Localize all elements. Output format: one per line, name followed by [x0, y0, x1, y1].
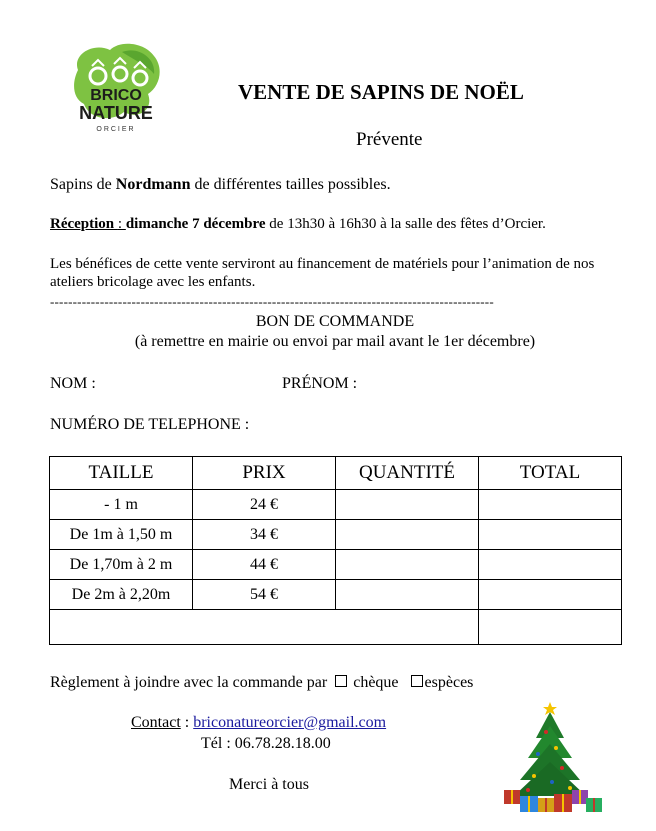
- contact-line: [131, 714, 386, 732]
- table-total-row: [50, 610, 622, 645]
- page-title: VENTE DE SAPINS DE NOËL: [238, 80, 524, 104]
- table-row: [50, 580, 622, 610]
- contact-phone: Tél : 06.78.28.18.00: [201, 735, 331, 752]
- cell-total[interactable]: [479, 550, 622, 580]
- reception-after: de 13h30 à 16h30 à la salle des fêtes d’Orcier.: [265, 216, 546, 232]
- cell-quantite[interactable]: [336, 520, 479, 550]
- cell-prix: 24 €: [193, 490, 336, 520]
- cell-prix: 54 €: [193, 580, 336, 610]
- cell-quantite[interactable]: [336, 550, 479, 580]
- cell-prix: 44 €: [193, 550, 336, 580]
- logo-text-nature: NATURE: [79, 103, 153, 123]
- table-row: [50, 490, 622, 520]
- header-quantite: QUANTITÉ: [336, 457, 479, 490]
- especes-checkbox[interactable]: [411, 675, 423, 687]
- header-total: TOTAL: [479, 457, 622, 490]
- cell-taille: De 2m à 2,20m: [50, 580, 193, 610]
- benefits-text: Les bénéfices de cette vente serviront au financement de matériels pour l’animation de nos ateliers bricolage avec les enfants.: [50, 256, 595, 290]
- order-title: BON DE COMMANDE: [255, 313, 415, 330]
- intro-bold: Nordmann: [115, 176, 191, 193]
- reception-label: Réception: [50, 216, 118, 232]
- payment-line: [50, 674, 473, 692]
- cell-total[interactable]: [479, 520, 622, 550]
- cell-quantite[interactable]: [336, 490, 479, 520]
- reception-colon: :: [117, 216, 126, 232]
- logo-text-brico: BRICO: [90, 87, 142, 104]
- table-row: [50, 550, 622, 580]
- reception-date: dimanche 7 décembre: [125, 216, 266, 232]
- payment-text: Règlement à joindre avec la commande par: [50, 674, 328, 691]
- thanks-text: Merci à tous: [229, 776, 309, 793]
- cell-total[interactable]: [479, 580, 622, 610]
- table-header-row: [50, 457, 622, 490]
- reception-text: [50, 216, 546, 233]
- cell-taille: - 1 m: [50, 490, 193, 520]
- contact-email-link[interactable]: briconatureorcier@gmail.com: [193, 714, 387, 731]
- separator-line: --------------------------------------------------------------------------------------------------: [50, 294, 494, 309]
- intro-after: de différentes tailles possibles.: [190, 176, 391, 193]
- page-subtitle: Prévente: [356, 129, 423, 150]
- order-note: (à remettre en mairie ou envoi par mail avant le 1er décembre): [134, 333, 536, 350]
- intro-before: Sapins de: [50, 176, 116, 193]
- header-prix: PRIX: [193, 457, 336, 490]
- cell-total[interactable]: [479, 490, 622, 520]
- contact-colon: :: [180, 714, 194, 731]
- christmas-tree-illustration: [500, 698, 606, 816]
- cell-prix: 34 €: [193, 520, 336, 550]
- cell-empty: [50, 610, 479, 645]
- contact-label: Contact: [131, 714, 181, 731]
- logo-text-orcier: ORCIER: [96, 126, 136, 133]
- header-taille: TAILLE: [50, 457, 193, 490]
- prenom-label: PRÉNOM :: [282, 375, 358, 392]
- order-table: [49, 456, 622, 645]
- cell-taille: De 1m à 1,50 m: [50, 520, 193, 550]
- intro-text: [50, 176, 391, 194]
- nom-label: NOM :: [50, 375, 96, 392]
- especes-label: espèces: [424, 674, 474, 691]
- cheque-checkbox[interactable]: [335, 675, 347, 687]
- cell-grand-total[interactable]: [479, 610, 622, 645]
- cell-quantite[interactable]: [336, 580, 479, 610]
- table-row: [50, 520, 622, 550]
- phone-label: NUMÉRO DE TELEPHONE :: [50, 416, 250, 433]
- cell-taille: De 1,70m à 2 m: [50, 550, 193, 580]
- cheque-label: chèque: [353, 674, 399, 691]
